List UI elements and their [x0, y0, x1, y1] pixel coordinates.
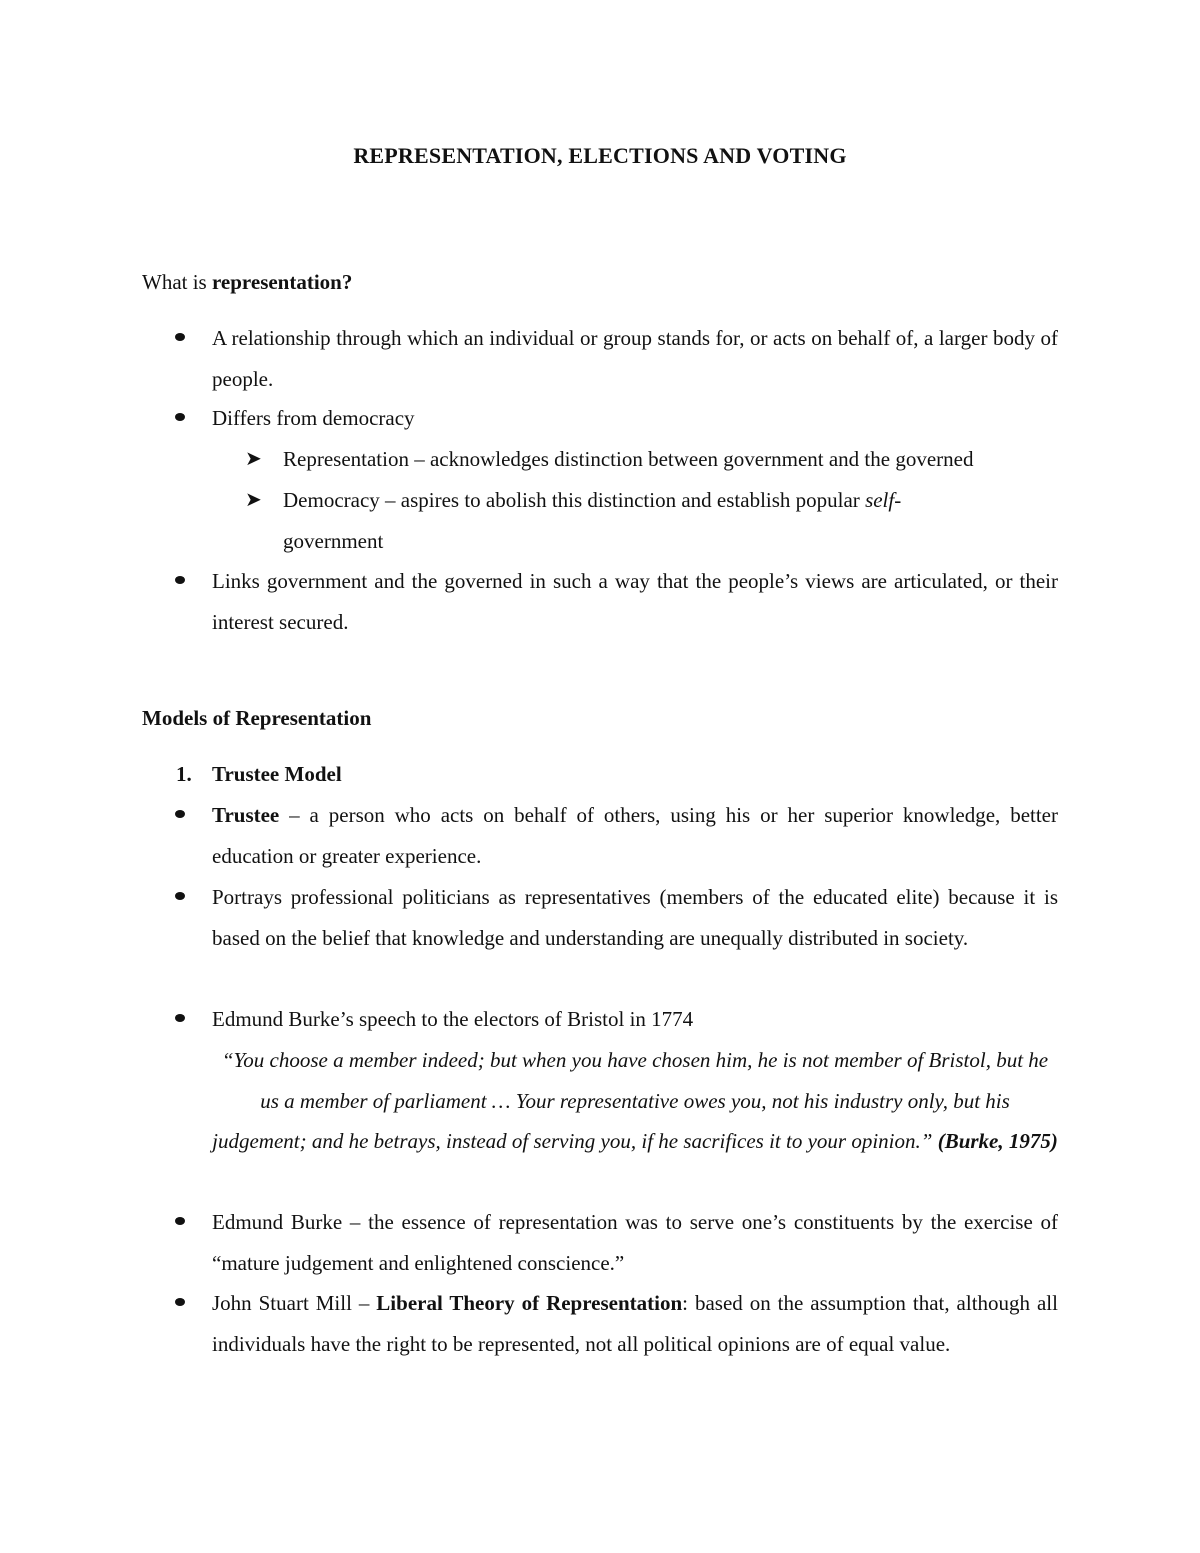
models-heading: Models of Representation: [142, 706, 372, 730]
bullet-dot-icon: [175, 1217, 185, 1225]
bullet-dot-icon: [175, 1014, 185, 1022]
bullet-links: Links government and the governed in such a way that the people’s views are articulated, or their interest secured.: [212, 561, 1058, 642]
bullet-portrays: Portrays professional politicians as representatives (members of the educated elite) because it is based on the belief that knowledge and understanding are unequally distributed in society.: [212, 877, 1058, 958]
what-is-heading: What is representation?: [142, 270, 353, 294]
sub-bullet-representation: ➤ Representation – acknowledges distinction between government and the governed: [283, 439, 1058, 480]
bullet-trustee-definition: Trustee – a person who acts on behalf of others, using his or her superior knowledge, better education or greater experience.: [212, 795, 1058, 876]
document-title: REPRESENTATION, ELECTIONS AND VOTING: [353, 143, 847, 168]
arrow-bullet-icon: ➤: [245, 448, 262, 470]
bullet-dot-icon: [175, 413, 185, 421]
numbered-item-trustee: 1.: [176, 762, 192, 786]
bullet-dot-icon: [175, 892, 185, 900]
bullet-differs: Differs from democracy: [212, 398, 1058, 439]
burke-quote: “You choose a member indeed; but when you have chosen him, he is not member of Bristol, but he us a member of parliament … Your representative owes you, not his industry only, but his judgement; and he betrays, instead of serving you, if he sacrifices it to your opinion.” (Burke, 1975): [212, 1048, 1058, 1153]
bullet-relationship: A relationship through which an individual or group stands for, or acts on behalf of, a larger body of people.: [212, 318, 1058, 399]
trustee-model-heading: Trustee Model: [212, 762, 342, 786]
bullet-mill-theory: John Stuart Mill – Liberal Theory of Representation: based on the assumption that, although all individuals have the right to be represented, not all political opinions are of equal value.: [212, 1283, 1058, 1364]
bullet-burke-essence: Edmund Burke – the essence of representation was to serve one’s constituents by the exercise of “mature judgement and enlightened conscience.”: [212, 1202, 1058, 1283]
bullet-dot-icon: [175, 810, 185, 818]
bullet-dot-icon: [175, 333, 185, 341]
quote-citation: (Burke, 1975): [937, 1129, 1058, 1153]
arrow-bullet-icon: ➤: [245, 489, 262, 511]
sub-bullet-democracy: ➤ Democracy – aspires to abolish this distinction and establish popular self- government: [283, 480, 1058, 561]
bullet-burke-speech: Edmund Burke’s speech to the electors of Bristol in 1774: [212, 999, 1058, 1040]
bullet-dot-icon: [175, 576, 185, 584]
bullet-dot-icon: [175, 1298, 185, 1306]
